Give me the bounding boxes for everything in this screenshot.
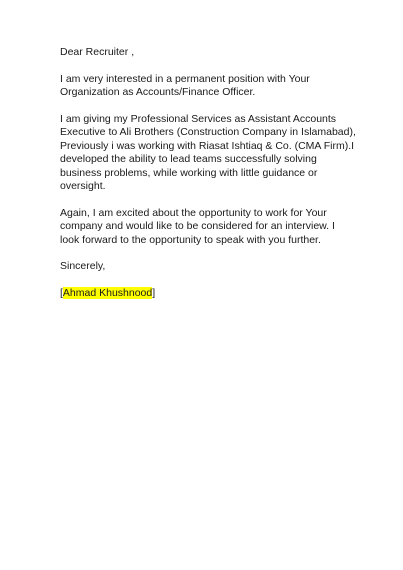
paragraph-line: Executive to Ali Brothers (Construction Company in Islamabad), <box>60 126 356 139</box>
paragraph-line: company and would like to be considered for an interview. I <box>60 220 335 233</box>
paragraph-line: oversight. <box>60 180 106 193</box>
signature-name: Ahmad Khushnood <box>62 287 153 300</box>
paragraph-interest <box>60 73 360 100</box>
closing-text: Sincerely, <box>60 260 106 273</box>
paragraph-line: developed the ability to lead teams successfully solving <box>60 153 317 166</box>
paragraph-line: look forward to the opportunity to speak with you further. <box>60 233 321 246</box>
closing <box>60 260 360 273</box>
paragraph-line: Again, I am excited about the opportunity to work for Your <box>60 206 327 219</box>
paragraph-line: I am giving my Professional Services as Assistant Accounts <box>60 113 337 125</box>
paragraph-closing-remarks <box>60 207 360 247</box>
signature-block <box>60 287 360 300</box>
paragraph-experience <box>60 113 360 193</box>
paragraph-line: business problems, while working with little guidance or <box>60 166 318 179</box>
signature-open-bracket: [ <box>60 287 63 300</box>
paragraph-line: Previously i was working with Riasat Ishtiaq & Co. (CMA Firm).I <box>60 139 355 152</box>
salutation-text: Dear Recruiter , <box>60 46 135 58</box>
signature-close-bracket: ] <box>152 287 156 300</box>
cover-letter <box>60 46 360 314</box>
paragraph-line: Organization as Accounts/Finance Officer. <box>60 86 256 99</box>
salutation <box>60 46 360 59</box>
paragraph-line: I am very interested in a permanent position with Your <box>60 72 310 85</box>
signature <box>60 287 360 300</box>
